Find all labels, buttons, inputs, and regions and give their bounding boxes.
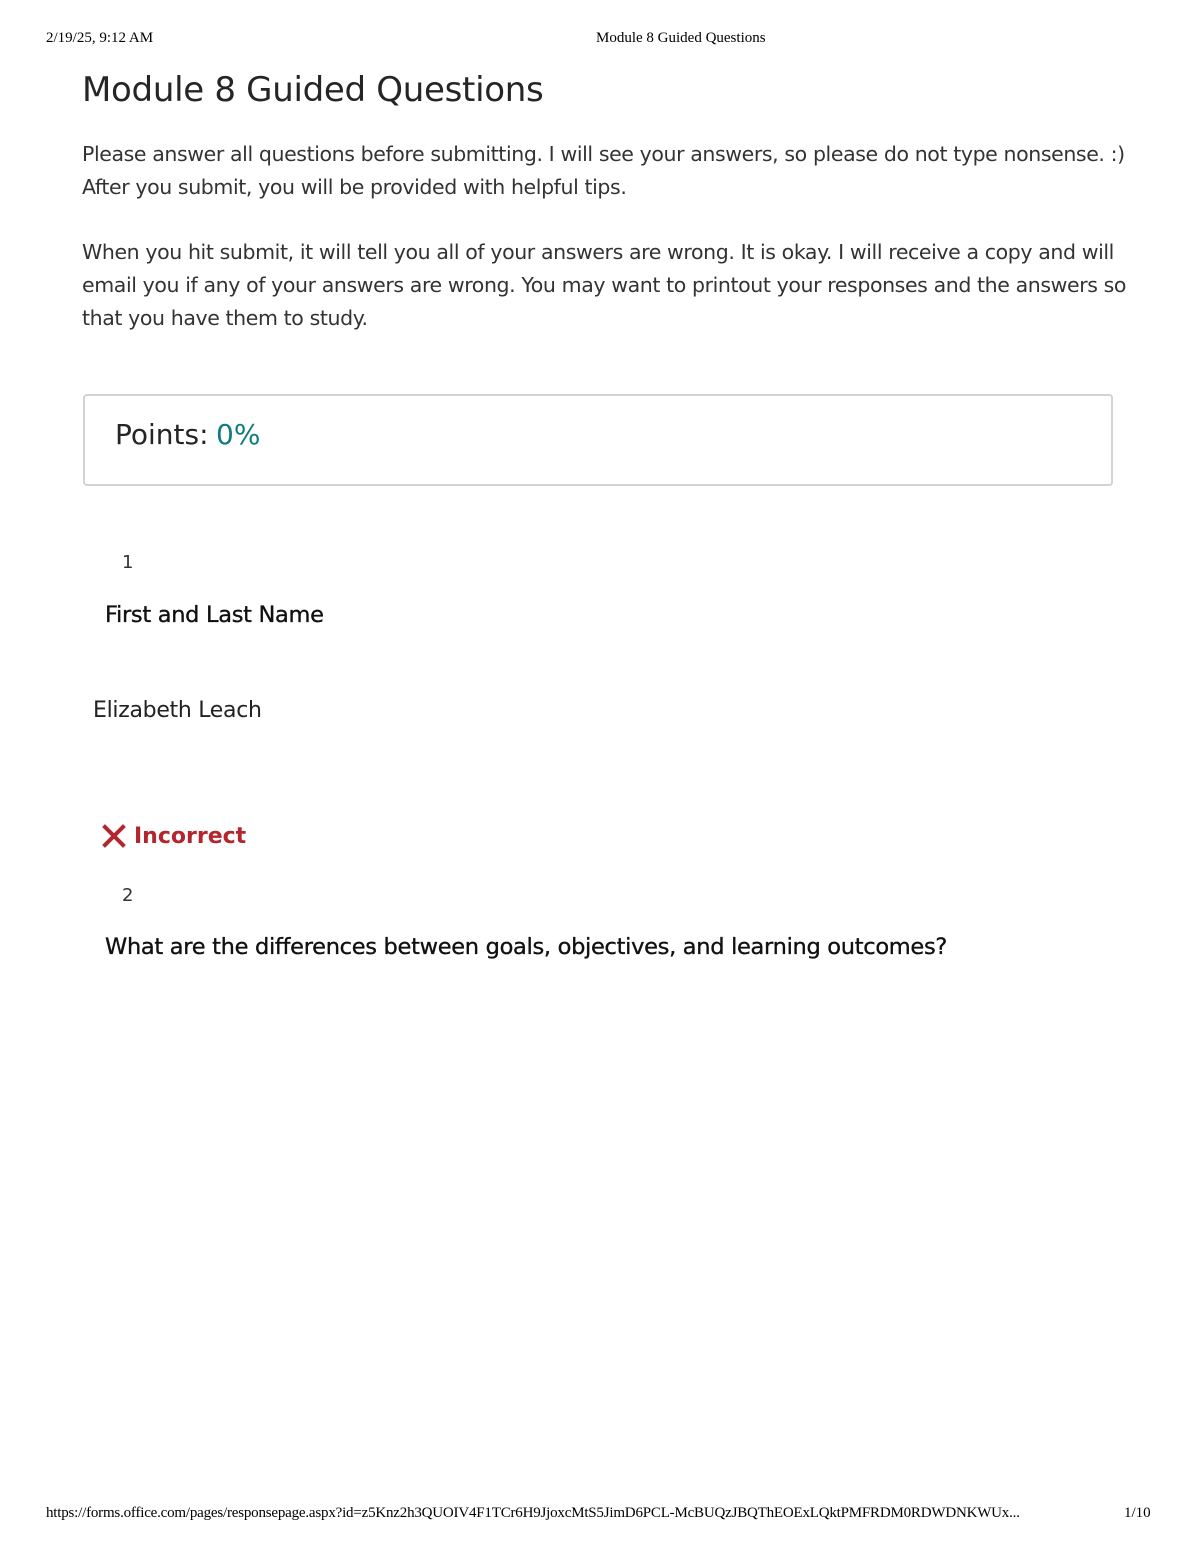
points-label: Points: xyxy=(115,418,209,451)
print-page-title: Module 8 Guided Questions xyxy=(596,30,766,46)
form-description-note: When you hit submit, it will tell you all of your answers are wrong. It is okay. I will receive a copy and will email you if any of your answers are wrong. You may want to printout your responses and the answers so that you have them to study. xyxy=(82,240,1127,330)
form-description-intro: Please answer all questions before submitting. I will see your answers, so please do not type nonsense. :) After you submit, you will be provided with helpful tips. xyxy=(82,142,1125,199)
status-label: Incorrect xyxy=(134,823,247,849)
points-value: 0% xyxy=(216,418,261,451)
print-datetime: 2/19/25, 9:12 AM xyxy=(46,30,154,46)
print-header xyxy=(0,30,1200,50)
page-number: 1/10 xyxy=(1124,1505,1151,1521)
print-url: https://forms.office.com/pages/responsepage.aspx?id=z5Knz2h3QUOIV4F1TCr6H9JjoxcMtS5JimD6PCL-McBUQzJBQThEOExLQktPMFRDM0RDWDNKWUx... xyxy=(46,1505,1020,1521)
question-number: 2 xyxy=(122,885,134,906)
question-number: 1 xyxy=(122,552,134,573)
form-title: Module 8 Guided Questions xyxy=(82,70,544,110)
question-title: First and Last Name xyxy=(105,602,324,628)
points-summary xyxy=(83,394,1113,486)
question-title: What are the differences between goals, objectives, and learning outcomes? xyxy=(105,934,948,960)
question-answer: Elizabeth Leach xyxy=(93,698,262,723)
incorrect-status xyxy=(102,820,246,852)
print-footer xyxy=(0,1505,1200,1525)
close-icon xyxy=(102,824,126,848)
